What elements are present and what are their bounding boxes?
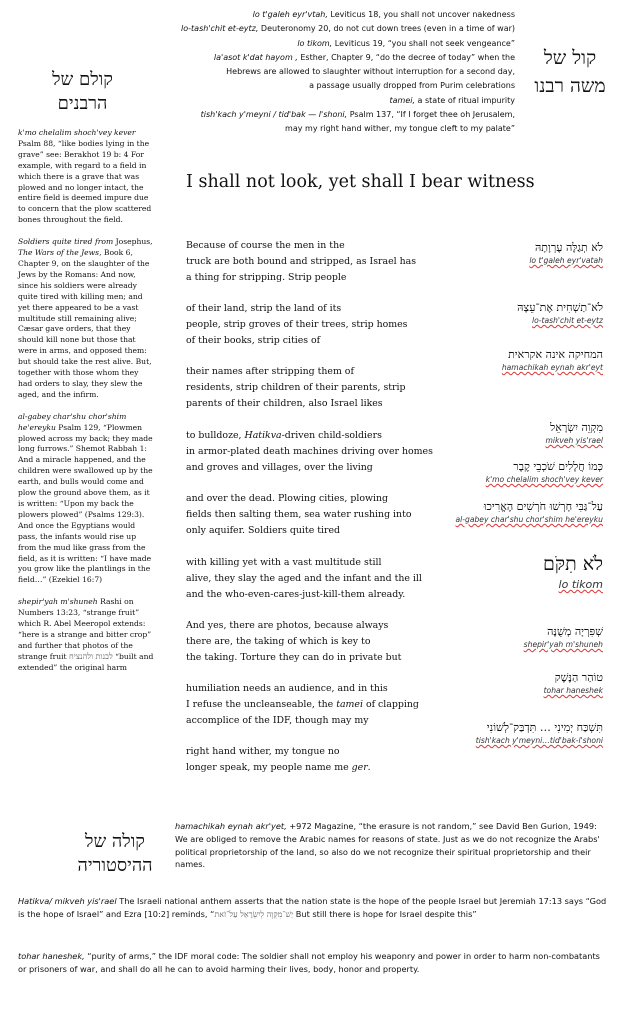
poem-line bbox=[186, 650, 436, 666]
poem-text: right hand wither, my tongue no bbox=[186, 746, 340, 757]
poem-line bbox=[186, 333, 436, 349]
poem-line bbox=[186, 681, 436, 697]
poem-text: and groves and villages, over the living bbox=[186, 462, 373, 473]
top-gloss-line bbox=[150, 108, 515, 122]
gloss-term: lo-tash'chit et-eytz, bbox=[181, 24, 259, 34]
left-notes-column bbox=[18, 128, 155, 685]
gloss-hebrew: לֹא תִקֹּם bbox=[543, 553, 603, 575]
poem-stanza bbox=[186, 744, 436, 776]
poem-stanza bbox=[186, 681, 436, 729]
voice-line: הרבנים bbox=[57, 93, 108, 114]
poem-stanza bbox=[186, 364, 436, 412]
poem-line bbox=[186, 238, 436, 254]
note-text: +972 Magazine, “the erasure is not random,” see David Ben Gurion, 1949: We are obliged to remove the Arabic names for reasons of state. Just as we do not recognize the Arabs' political proprietorship of the land, so also do we not recognize their spiritual proprietorship and their names. bbox=[175, 821, 600, 870]
poem-line bbox=[186, 396, 436, 412]
poem-text: accomplice of the IDF, though may my bbox=[186, 715, 369, 726]
left-note bbox=[18, 597, 155, 673]
gloss-text: Hebrews are allowed to slaughter without interruption for a second day, bbox=[226, 67, 515, 77]
poem-text: a thing for stripping. Strip people bbox=[186, 272, 347, 283]
poem-line bbox=[186, 587, 436, 603]
note-term: k'mo chelalim shoch'vey kever bbox=[18, 128, 136, 137]
gloss-transliteration: hamachikah eynah akr'eyt bbox=[501, 363, 603, 372]
gloss-term: lo tikom, bbox=[297, 38, 333, 48]
poem-line bbox=[186, 301, 436, 317]
gloss-transliteration: lo t'galeh eyr'vatah bbox=[529, 256, 603, 265]
poem-text: and over the dead. Plowing cities, plowing bbox=[186, 493, 389, 504]
poem-line bbox=[186, 697, 436, 713]
poem-emphasis: Hatikva bbox=[244, 430, 282, 441]
poem-title: I shall not look, yet shall I bear witness bbox=[186, 172, 535, 192]
note-term: al-gabey char'shu chor'shim he'ereyku bbox=[18, 411, 127, 432]
note-term: Soldiers quite tired from bbox=[18, 237, 114, 247]
gloss-text: may my right hand wither, my tongue cleft to my palate” bbox=[285, 124, 515, 134]
top-gloss-line bbox=[150, 8, 515, 22]
poem-line bbox=[186, 317, 436, 333]
note-text: Psalm 88, “like bodies lying in the grave” see: Berakhot 19 b: 4 For example, with regard to a field in which there is a grave that was plowed and no longer intact, the entire field is deemed impure due to concern that the plow scattered bones throughout the field. bbox=[18, 138, 152, 225]
note-text: “built and extended” the original harm bbox=[18, 651, 154, 672]
poem-stanza bbox=[186, 555, 436, 603]
note-text: Psalm 129, “Plowmen plowed across my back; they made long furrows.” Shemot Rabbah 1: And a miracle happened, and the children were swallowed up by the earth, and bulls would come and plow the ground above them, as it is written: “Upon my back the plowers plowed” (Psalms 129:3). And once the Egyptians would pass, the infants would rise up from the mud like grass from the field, as it is written: “I have made you grow like the plantlings in the field…” (Ezekiel 16:7) bbox=[18, 422, 153, 585]
poem-line bbox=[186, 380, 436, 396]
poem-text: longer speak, my people name me bbox=[186, 762, 352, 773]
left-note bbox=[18, 237, 155, 401]
voice-heading-history bbox=[60, 830, 170, 878]
note-text: Rashi on Numbers 13:23, “strange fruit” which R. Abel Meeropol extends: “here is a strange and bitter crop” and further that photos of the strange fruit bbox=[18, 597, 152, 661]
poem-text: to bulldoze, bbox=[186, 430, 245, 441]
poem-text: residents, strip children of their parents, strip bbox=[186, 382, 406, 393]
gloss-transliteration: tish'kach y'meyni…tid'bak-l'shoni bbox=[475, 736, 603, 745]
poem-line bbox=[186, 364, 436, 380]
poem-line bbox=[186, 507, 436, 523]
note-text: The Israeli national anthem asserts that the nation state is the hope of the people Israel but Jeremiah 17:13 says “God is the hope of Israel” and Ezra [10:2] reminds, “ bbox=[18, 896, 607, 919]
hebrew-gloss bbox=[456, 499, 604, 525]
poem-line bbox=[186, 744, 436, 760]
hebrew-gloss bbox=[502, 347, 603, 373]
gloss-transliteration: k'mo chelalim shoch'vey kever bbox=[485, 475, 603, 484]
poem-text: the taking. Torture they can do in private but bbox=[186, 652, 402, 663]
hebrew-gloss bbox=[543, 551, 603, 592]
left-note bbox=[18, 412, 155, 587]
hebrew-gloss bbox=[476, 720, 603, 746]
bottom-note bbox=[18, 895, 608, 922]
voice-heading-rabbis bbox=[20, 68, 145, 116]
gloss-text: Deuteronomy 20, do not cut down trees (even in a time of war) bbox=[258, 24, 515, 34]
gloss-term: tamei, bbox=[389, 95, 416, 105]
poem-text: of their land, strip the land of its bbox=[186, 303, 342, 314]
gloss-term: la'asot k'dat hayom , bbox=[213, 52, 298, 62]
note-hebrew: לבנות ולהנציח bbox=[69, 651, 113, 661]
top-gloss-line bbox=[150, 37, 515, 51]
gloss-text: a state of ritual impurity bbox=[415, 95, 515, 105]
poem-line bbox=[186, 760, 436, 776]
note-text: “purity of arms,” the IDF moral code: The soldier shall not employ his weaponry and power in order to harm non-combatants or prisoners of war, and shall do all he can to avoid harming their lives, body, honor and property. bbox=[18, 951, 600, 974]
voice-line: ההיסטוריה bbox=[77, 855, 153, 876]
top-gloss-line bbox=[150, 79, 515, 93]
voice-line: קולם של bbox=[52, 69, 113, 90]
gloss-term: lo t'galeh eyr'vtah, bbox=[252, 10, 328, 19]
poem-emphasis: ger bbox=[351, 762, 368, 773]
gloss-text: Leviticus 18, you shall not uncover nakedness bbox=[327, 10, 515, 19]
top-gloss-line bbox=[150, 122, 515, 136]
poem-text: in armor-plated death machines driving over homes bbox=[186, 446, 433, 457]
note-term: Hatikva/ mikveh yis'rael bbox=[18, 896, 117, 906]
gloss-term: tish'kach y'meyni / tid'bak — l'shoni, bbox=[200, 110, 348, 120]
poem-text: only aquifer. Soldiers quite tired bbox=[186, 525, 341, 536]
poem-stanza bbox=[186, 491, 436, 539]
poem-text: of their books, strip cities of bbox=[186, 335, 321, 346]
voice-line: קול של bbox=[543, 47, 597, 69]
poem-line bbox=[186, 618, 436, 634]
poem-text: with killing yet with a vast multitude still bbox=[186, 557, 382, 568]
note-term: The Wars of the Jews bbox=[18, 248, 100, 258]
poem-text: and the who-even-cares-just-kill-them already. bbox=[186, 589, 406, 600]
left-note bbox=[18, 128, 155, 226]
poem-emphasis: tamei bbox=[336, 699, 363, 710]
gloss-hebrew: לֹא־תַשְׁחִית אֶת־עֵצָהּ bbox=[517, 301, 603, 314]
gloss-hebrew: שְׁפִּרְיָה מְשֻׁנֶּה bbox=[547, 625, 603, 638]
poem-line bbox=[186, 491, 436, 507]
top-gloss-line bbox=[150, 94, 515, 108]
poem-text: humiliation needs an audience, and in this bbox=[186, 683, 388, 694]
poem-line bbox=[186, 428, 436, 444]
poem-text: of clapping bbox=[362, 699, 419, 710]
gloss-text: Esther, Chapter 9, “do the decree of today” when the bbox=[297, 52, 515, 62]
hebrew-gloss bbox=[524, 624, 603, 650]
gloss-hebrew: טוֹהַר הַנֶּשֶׁק bbox=[554, 671, 603, 684]
gloss-hebrew: המחיקה אינה אקראית bbox=[508, 348, 603, 361]
poem-text: their names after stripping them of bbox=[186, 366, 354, 377]
gloss-transliteration: al-gabey char'shu chor'shim he'ereyku bbox=[455, 515, 603, 524]
poem-text: I refuse the uncleanseable, the bbox=[186, 699, 337, 710]
gloss-hebrew: כְּמוֹ חֲלָלִים שֹׁכְבֵי קֶבֶר bbox=[513, 460, 603, 473]
top-gloss-line bbox=[150, 22, 515, 36]
poem-text: And yes, there are photos, because always bbox=[186, 620, 389, 631]
poem-stanza bbox=[186, 238, 436, 286]
poem-text: truck are both bound and stripped, as Israel has bbox=[186, 256, 417, 267]
poem-text: -driven child-soldiers bbox=[281, 430, 382, 441]
note-term: tohar haneshek, bbox=[18, 951, 85, 961]
bottom-note bbox=[18, 950, 608, 976]
bottom-note bbox=[175, 820, 605, 871]
gloss-transliteration: lo-tash'chit et-eytz bbox=[532, 316, 603, 325]
gloss-transliteration: lo tikom bbox=[558, 578, 603, 591]
poem-text: people, strip groves of their trees, strip homes bbox=[186, 319, 408, 330]
gloss-text: a passage usually dropped from Purim celebrations bbox=[309, 81, 515, 91]
poem-line bbox=[186, 634, 436, 650]
hebrew-gloss bbox=[517, 300, 603, 326]
top-gloss bbox=[150, 8, 515, 137]
poem-line bbox=[186, 571, 436, 587]
poem-stanza bbox=[186, 428, 436, 476]
poem-line bbox=[186, 444, 436, 460]
voice-line: משה רבנו bbox=[534, 75, 606, 97]
voice-line: קולה של bbox=[85, 831, 145, 852]
poem-line bbox=[186, 270, 436, 286]
gloss-hebrew: לֹא תְגַלֶּה עֶרְוָתָהּ bbox=[534, 241, 603, 254]
hebrew-gloss bbox=[545, 420, 603, 446]
gloss-transliteration: shepir'yah m'shuneh bbox=[523, 640, 603, 649]
poem-text: . bbox=[367, 762, 371, 773]
poem-line bbox=[186, 713, 436, 729]
gloss-transliteration: mikveh yis'rael bbox=[545, 436, 603, 445]
poem-stanza bbox=[186, 618, 436, 666]
note-hebrew: יֵשׁ־מִקְוֶה לְיִשְׂרָאֵל עַל־זֹאת bbox=[214, 909, 294, 919]
note-term: hamachikah eynah akr'yet, bbox=[175, 821, 287, 831]
poem-text: alive, they slay the aged and the infant and the ill bbox=[186, 573, 422, 584]
voice-heading-moshe bbox=[520, 44, 620, 100]
poem-line bbox=[186, 254, 436, 270]
poem-line bbox=[186, 555, 436, 571]
hebrew-gloss bbox=[486, 459, 603, 485]
note-text: , Book 6, Chapter 9, on the slaughter of the Jews by the Romans: And now, since his soldiers were already quite tired with killing men; and yet there appeared to be a vast multitude still remaining alive; Cæsar gave orders, that they should kill none but those that were in arms, and opposed them: but should take the rest alive. But, together with those whom they had orders to slay, they slew the aged, and the infirm. bbox=[18, 248, 152, 399]
gloss-hebrew: מִקְוֵה יִשְׂרָאֵל bbox=[550, 421, 603, 434]
note-text: But still there is hope for Israel despite this” bbox=[293, 908, 477, 919]
gloss-transliteration: tohar haneshek bbox=[543, 686, 603, 695]
top-gloss-line bbox=[150, 65, 515, 79]
note-text: Josephus, bbox=[113, 237, 153, 247]
poem-text: parents of their children, also Israel likes bbox=[186, 398, 383, 409]
poem-text: Because of course the men in the bbox=[186, 240, 345, 251]
gloss-hebrew: תִּשְׁכַּח יְמִינִי … תִּדְבַּק־לְשׁוֹנִי bbox=[486, 721, 603, 734]
poem-line bbox=[186, 523, 436, 539]
gloss-text: Psalm 137, “If I forget thee oh Jerusalem, bbox=[347, 110, 515, 120]
poem-text: fields then salting them, sea water rushing into bbox=[186, 509, 412, 520]
gloss-text: Leviticus 19, “you shall not seek vengeance” bbox=[332, 38, 515, 48]
hebrew-gloss bbox=[544, 670, 603, 696]
top-gloss-line bbox=[150, 51, 515, 65]
poem-stanza bbox=[186, 301, 436, 349]
poem-text: there are, the taking of which is key to bbox=[186, 636, 371, 647]
note-term: shepir'yah m'shuneh bbox=[18, 597, 98, 607]
poem-line bbox=[186, 460, 436, 476]
hebrew-gloss bbox=[529, 240, 603, 266]
gloss-hebrew: עַל־גַּבִּי חָרְשׁוּ חֹרְשִׁים הֶאֱרִיכוּ bbox=[483, 500, 603, 513]
